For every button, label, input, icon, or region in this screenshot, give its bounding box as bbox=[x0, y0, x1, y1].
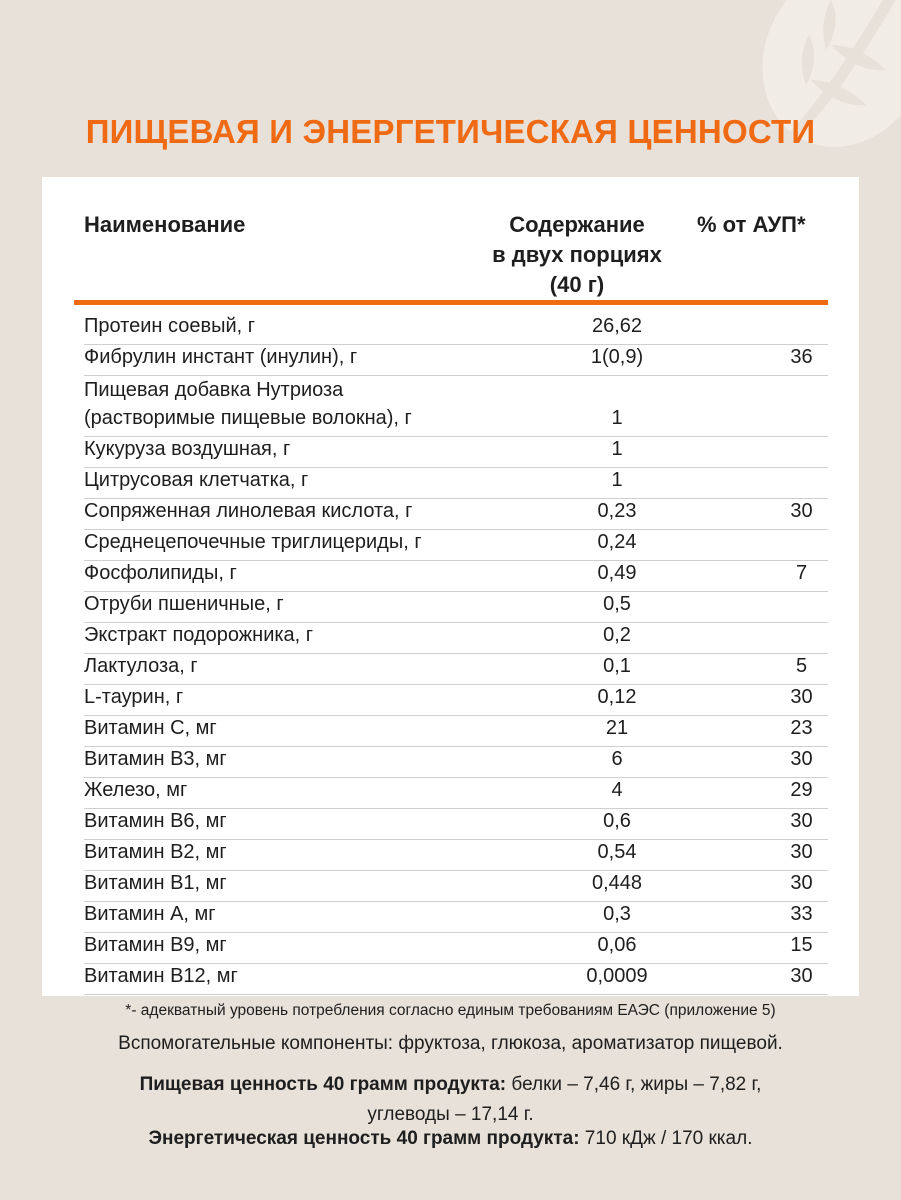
ingredient-amount: 1(0,9) bbox=[590, 346, 644, 368]
footnote: *- адекватный уровень потребления согласно единым требованиям ЕАЭС (приложение 5) bbox=[125, 1002, 776, 1019]
ingredient-name: Сопряженная линолевая кислота, г bbox=[84, 500, 413, 522]
ingredient-amount: 1 bbox=[611, 469, 623, 491]
ingredient-name: Витамин В9, мг bbox=[84, 934, 227, 956]
ingredient-percent: 23 bbox=[790, 717, 813, 739]
ingredient-percent: 30 bbox=[790, 841, 813, 863]
column-header-content-line: (40 г) bbox=[549, 272, 605, 297]
nutrition-label: Пищевая ценность 40 грамм продукта: bbox=[139, 1074, 507, 1095]
ingredient-name: Отруби пшеничные, г bbox=[84, 593, 284, 615]
ingredient-amount: 4 bbox=[611, 779, 623, 801]
ingredient-name: L-таурин, г bbox=[84, 686, 184, 708]
table-row bbox=[84, 376, 828, 437]
ingredient-amount: 0,1 bbox=[603, 655, 631, 677]
table-row bbox=[84, 747, 828, 778]
table-row bbox=[84, 778, 828, 809]
column-header-content-line: Содержание bbox=[509, 212, 645, 237]
ingredient-amount: 0,448 bbox=[591, 872, 643, 894]
ingredient-amount: 0,0009 bbox=[586, 965, 648, 987]
energy-label: Энергетическая ценность 40 грамм продукта: bbox=[148, 1128, 580, 1149]
ingredient-amount: 1 bbox=[611, 407, 623, 429]
ingredient-amount: 0,23 bbox=[597, 500, 637, 522]
table-row bbox=[84, 499, 828, 530]
table-row bbox=[84, 623, 828, 654]
table-row bbox=[84, 902, 828, 933]
table-row bbox=[84, 530, 828, 561]
ingredient-percent: 5 bbox=[795, 655, 808, 677]
table-row bbox=[84, 468, 828, 499]
ingredient-percent: 7 bbox=[795, 562, 808, 584]
ingredient-amount: 26,62 bbox=[591, 315, 643, 337]
ingredient-name: Витамин В12, мг bbox=[84, 965, 238, 987]
ingredient-name: Витамин В3, мг bbox=[84, 748, 227, 770]
ingredient-percent: 36 bbox=[790, 346, 813, 368]
header-divider bbox=[74, 300, 828, 305]
page-title: ПИЩЕВАЯ И ЭНЕРГЕТИЧЕСКАЯ ЦЕННОСТИ bbox=[85, 113, 816, 150]
table-row bbox=[84, 314, 828, 345]
table-row bbox=[84, 345, 828, 376]
ingredient-amount: 1 bbox=[611, 438, 623, 460]
ingredient-percent: 15 bbox=[790, 934, 813, 956]
ingredient-amount: 21 bbox=[605, 717, 629, 739]
ingredient-name-line: (растворимые пищевые волокна), г bbox=[84, 407, 412, 429]
nutrition-macros: белки – 7,46 г, жиры – 7,82 г, bbox=[506, 1074, 762, 1095]
ingredient-name: Витамин А, мг bbox=[84, 903, 216, 925]
table-row bbox=[84, 654, 828, 685]
column-header-name: Наименование bbox=[84, 212, 246, 237]
table-row bbox=[84, 716, 828, 747]
ingredient-amount: 6 bbox=[611, 748, 623, 770]
nutrition-line bbox=[0, 1070, 901, 1100]
table-row bbox=[84, 685, 828, 716]
ingredient-name: Фосфолипиды, г bbox=[84, 562, 237, 584]
ingredient-name: Фибрулин инстант (инулин), г bbox=[84, 346, 358, 368]
table-row bbox=[84, 871, 828, 902]
nutrition-table-card bbox=[42, 177, 859, 996]
ingredient-amount: 0,06 bbox=[597, 934, 637, 956]
table-row bbox=[84, 437, 828, 468]
nutrition-carbs: углеводы – 17,14 г. bbox=[367, 1104, 534, 1125]
auxiliary-components: Вспомогательные компоненты: фруктоза, глюкоза, ароматизатор пищевой. bbox=[118, 1033, 783, 1054]
column-header-content-line: в двух порциях bbox=[492, 242, 662, 267]
energy-value bbox=[0, 1128, 901, 1150]
ingredient-amount: 0,6 bbox=[603, 810, 631, 832]
table-row bbox=[84, 561, 828, 592]
ingredient-name: Лактулоза, г bbox=[84, 655, 198, 677]
ingredient-percent: 30 bbox=[790, 500, 813, 522]
table-row bbox=[84, 840, 828, 871]
ingredient-name: Экстракт подорожника, г bbox=[84, 624, 314, 646]
ingredient-name: Витамин В2, мг bbox=[84, 841, 227, 863]
ingredient-percent: 29 bbox=[790, 779, 813, 801]
ingredient-percent: 30 bbox=[790, 965, 813, 987]
ingredient-amount: 0,3 bbox=[603, 903, 631, 925]
ingredient-amount: 0,24 bbox=[597, 531, 637, 553]
ingredient-name: Железо, мг bbox=[84, 779, 188, 801]
ingredient-amount: 0,49 bbox=[597, 562, 637, 584]
ingredient-name: Протеин соевый, г bbox=[84, 315, 256, 337]
ingredient-name-line: Пищевая добавка Нутриоза bbox=[84, 379, 344, 401]
ingredient-name: Цитрусовая клетчатка, г bbox=[84, 469, 309, 491]
ingredient-amount: 0,5 bbox=[603, 593, 631, 615]
table-body bbox=[84, 314, 828, 995]
ingredient-name: Витамин В1, мг bbox=[84, 872, 227, 894]
ingredient-name: Витамин В6, мг bbox=[84, 810, 227, 832]
ingredient-name bbox=[84, 376, 494, 432]
ingredient-amount: 0,54 bbox=[597, 841, 637, 863]
nutrition-value bbox=[0, 1070, 901, 1130]
ingredient-percent: 30 bbox=[790, 810, 813, 832]
table-row bbox=[84, 592, 828, 623]
ingredient-name: Витамин С, мг bbox=[84, 717, 217, 739]
table-row bbox=[84, 964, 828, 995]
column-header-percent: % от АУП* bbox=[697, 212, 806, 237]
energy-amount: 710 кДж / 170 ккал. bbox=[579, 1128, 753, 1149]
table-row bbox=[84, 933, 828, 964]
ingredient-percent: 30 bbox=[790, 686, 813, 708]
ingredient-name: Среднецепочечные триглицериды, г bbox=[84, 531, 422, 553]
ingredient-percent: 33 bbox=[790, 903, 813, 925]
column-header-content bbox=[462, 210, 692, 300]
ingredient-amount: 0,2 bbox=[603, 624, 631, 646]
ingredient-percent: 30 bbox=[790, 748, 813, 770]
table-row bbox=[84, 809, 828, 840]
ingredient-amount: 0,12 bbox=[597, 686, 637, 708]
ingredient-percent: 30 bbox=[790, 872, 813, 894]
ingredient-name: Кукуруза воздушная, г bbox=[84, 438, 291, 460]
